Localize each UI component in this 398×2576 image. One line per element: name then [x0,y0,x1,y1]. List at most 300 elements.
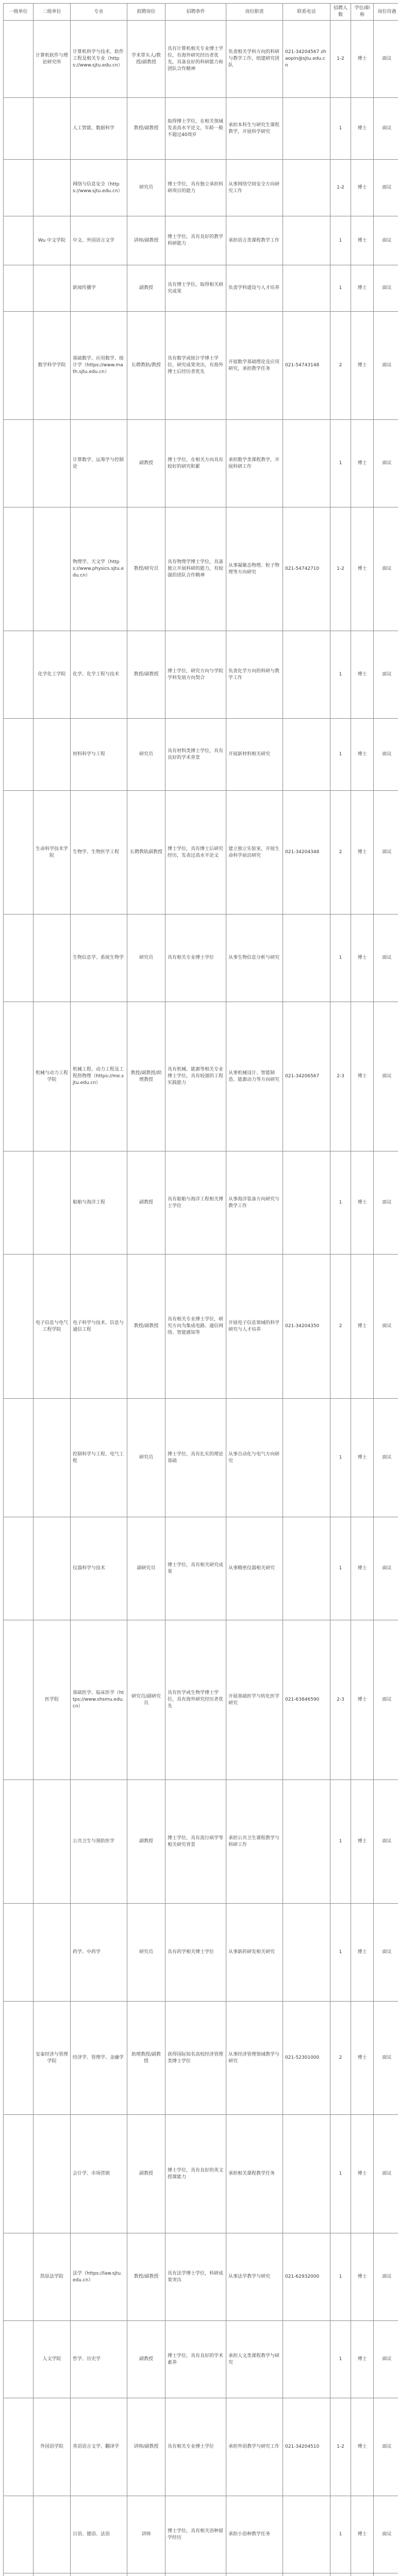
cell-unit2 [34,2573,71,2576]
cell-pay: 面议 [374,1399,398,1517]
cell-degree: 博士 [351,1904,374,2002]
cell-unit1 [4,2115,34,2233]
cell-major: 基础医学、临床医学（https://www.shsmu.edu.cn） [71,1620,127,1780]
cell-major: 药学、中药学 [71,1904,127,2002]
cell-phone [283,265,330,312]
cell-pay: 面议 [374,631,398,719]
cell-duty: 承担人文类课程教学与研究 [226,2321,283,2398]
cell-unit1 [4,1002,34,1151]
cell-major: 基础数学、应用数学、统计学（https://www.math.sjtu.edu.cn） [71,312,127,420]
cell-unit1 [4,2496,34,2573]
cell-major: 新闻传播学 [71,265,127,312]
cell-unit2: 化学化工学院 [34,631,71,719]
cell-phone [283,719,330,791]
cell-duty: 从事精密仪器相关研究 [226,1517,283,1620]
cell-duty: 承担本科生与研究生课程教学，开展科学研究 [226,98,283,160]
table-row [4,216,398,265]
cell-post: 教授/副教授 [127,98,165,160]
cell-degree: 博士 [351,914,374,1002]
cell-duty: 从事新药研发相关研究 [226,1904,283,2002]
table-row [4,2115,398,2233]
cell-major: 英语语言文学、翻译学 [71,2398,127,2496]
cell-degree: 博士 [351,98,374,160]
cell-major: 经济学、管理学、金融学 [71,2002,127,2115]
cell-num: 1 [330,1517,351,1620]
cell-unit1 [4,2321,34,2398]
cell-pay: 面议 [374,1620,398,1780]
table-body [4,21,398,2576]
cell-unit1 [4,2398,34,2496]
cell-num: 1 [330,631,351,719]
cell-degree: 博士 [351,1002,374,1151]
header-cell: 二级单位 [34,4,71,21]
table-row [4,21,398,98]
cell-pay: 面议 [374,1517,398,1620]
cell-major: 计算数学、运筹学与控制论 [71,420,127,507]
cell-major: 公共卫生与预防医学 [71,1780,127,1904]
cell-req: 具有药学相关博士学位 [165,1904,226,2002]
cell-major: 人工智能、数据科学 [71,98,127,160]
cell-unit1 [4,265,34,312]
cell-degree: 博士 [351,1620,374,1780]
cell-pay: 面议 [374,420,398,507]
cell-phone [283,98,330,160]
cell-unit2 [34,507,71,631]
cell-unit2 [34,1904,71,2002]
table-row [4,507,398,631]
cell-degree: 博士 [351,1517,374,1620]
cell-major: 网络与信息安全（https://www.sjtu.edu.cn） [71,160,127,216]
cell-post: 研究员 [127,719,165,791]
cell-unit1 [4,631,34,719]
cell-unit1 [4,2233,34,2321]
cell-phone [283,1151,330,1255]
header-cell: 学位/职称 [351,4,374,21]
cell-req: 具有材料类博士学位，具有良好的学术背景 [165,719,226,791]
cell-post: 学术带头人/教授/副教授 [127,21,165,98]
cell-major: 日语、德语、法语 [71,2496,127,2573]
recruitment-table-sheet [3,3,395,2576]
cell-unit1 [4,1255,34,1399]
cell-pay: 面议 [374,2233,398,2321]
cell-unit1 [4,507,34,631]
cell-unit1 [4,216,34,265]
cell-unit1 [4,160,34,216]
cell-phone [283,216,330,265]
cell-num: 1 [330,2321,351,2398]
cell-unit1 [4,2573,34,2576]
cell-num: 1 [330,1151,351,1255]
cell-unit1 [4,914,34,1002]
cell-unit1 [4,312,34,420]
cell-unit1 [4,719,34,791]
cell-num: 1 [330,2233,351,2321]
cell-pay: 面议 [374,21,398,98]
cell-phone: 021-62932000 [283,2233,330,2321]
cell-degree: 博士 [351,420,374,507]
cell-pay: 面议 [374,216,398,265]
cell-duty: 从事生物信息分析与研究 [226,914,283,1002]
cell-phone: 021-34204348 [283,791,330,914]
cell-degree: 博士 [351,1255,374,1399]
cell-unit2: 凯原法学院 [34,2233,71,2321]
table-row [4,631,398,719]
cell-num: 1 [330,420,351,507]
cell-degree: 博士 [351,312,374,420]
cell-post: 研究员/副研究员 [127,1620,165,1780]
cell-post: 研究员 [127,160,165,216]
cell-num: 1 [330,914,351,1002]
cell-post: 教授/副教授 [127,1255,165,1399]
cell-phone: 021-54743148 [283,312,330,420]
cell-duty: 承担语言类课程教学工作 [226,216,283,265]
cell-req: 具有医学或生物学博士学位，具有海外研究经历者优先 [165,1620,226,1780]
cell-degree: 博士 [351,791,374,914]
cell-major: 中文、外国语言文学 [71,216,127,265]
cell-unit2: 医学院 [34,1620,71,1780]
cell-unit2: 生命科学技术学院 [34,791,71,914]
cell-pay: 面议 [374,1780,398,1904]
cell-num: 1 [330,98,351,160]
cell-pay: 面议 [374,1255,398,1399]
cell-post: 研究员 [127,1904,165,2002]
cell-phone [283,1399,330,1517]
cell-unit1 [4,2002,34,2115]
cell-pay: 面议 [374,1151,398,1255]
cell-unit2: 计算机软件与理论研究所 [34,21,71,98]
cell-pay: 面议 [374,160,398,216]
cell-pay: 面议 [374,2398,398,2496]
cell-post: 教授/副教授/助理教授 [127,1002,165,1151]
cell-num: 1 [330,216,351,265]
cell-phone [283,420,330,507]
table-row [4,719,398,791]
table-row [4,160,398,216]
cell-duty: 从事凝聚态物理、粒子物理等方向研究 [226,507,283,631]
cell-duty: 从事海洋装备方向研究与教学工作 [226,1151,283,1255]
cell-degree: 博士 [351,1151,374,1255]
cell-phone: 021-63846590 [283,1620,330,1780]
cell-degree: 博士 [351,1399,374,1517]
cell-duty: 开展电子信息领域的科学研究与人才培养 [226,1255,283,1399]
cell-num: 1 [330,265,351,312]
header-cell: 招聘条件 [165,4,226,21]
cell-major: 哲学、历史学 [71,2321,127,2398]
cell-pay: 面议 [374,1002,398,1151]
cell-req: 取得博士学位，在相关领域发表高水平论文，年龄一般不超过40周岁 [165,98,226,160]
cell-pay: 面议 [374,2115,398,2233]
cell-major: 材料科学与工程 [71,719,127,791]
cell-post: 研究员 [127,914,165,1002]
cell-duty: 负责相关学科方向的科研与教学工作，组建研究团队 [226,21,283,98]
cell-unit2: Wu 中文学院 [34,216,71,265]
cell-phone: 021-52301000 [283,2002,330,2115]
cell-num: 2-3 [330,1620,351,1780]
cell-post: 副教授 [127,420,165,507]
cell-req: 具有博士学位，取得相关研究成果 [165,265,226,312]
cell-unit2 [34,420,71,507]
table-row [4,98,398,160]
cell-degree: 博士 [351,21,374,98]
cell-pay: 面议 [374,507,398,631]
cell-num: 1-2 [330,2398,351,2496]
header-cell: 专业 [71,4,127,21]
table-row [4,1517,398,1620]
cell-unit1 [4,791,34,914]
cell-pay: 面议 [374,719,398,791]
cell-duty: 开展基础医学与转化医学研究 [226,1620,283,1780]
cell-degree: 博士 [351,2002,374,2115]
cell-num: 1 [330,1780,351,1904]
table-row [4,1904,398,2002]
cell-post: 副教授 [127,1780,165,1904]
cell-unit2 [34,914,71,1002]
cell-req: 博士学位，具有良好的学术素养 [165,2321,226,2398]
cell-req: 博士学位，研究方向与学院学科发展方向契合 [165,631,226,719]
cell-phone [283,2115,330,2233]
cell-major: 机械工程、动力工程及工程热物理（https://me.sjtu.edu.cn） [71,1002,127,1151]
cell-pay: 面议 [374,914,398,1002]
cell-post: 讲师/副教授 [127,216,165,265]
cell-degree: 博士 [351,2496,374,2573]
cell-degree: 博士 [351,216,374,265]
cell-post: 研究员 [127,1399,165,1517]
cell-num: 2 [330,312,351,420]
cell-degree [351,2573,374,2576]
cell-degree: 博士 [351,2321,374,2398]
cell-phone: 021-34204510 [283,2398,330,2496]
cell-num: 1 [330,1904,351,2002]
cell-duty: 负责学科建设与人才培养 [226,265,283,312]
cell-unit1 [4,1517,34,1620]
cell-duty: 开展数学基础理论及应用研究，承担教学任务 [226,312,283,420]
table-header-row [4,4,398,21]
cell-duty: 承担数学类课程教学，开展科研工作 [226,420,283,507]
cell-major: 生物信息学、系统生物学 [71,914,127,1002]
cell-phone [283,1517,330,1620]
cell-degree: 博士 [351,631,374,719]
cell-req: 博士学位，具有相关语种留学经历 [165,2496,226,2573]
table-row [4,1399,398,1517]
header-cell: 联系电话 [283,4,330,21]
cell-unit2 [34,1151,71,1255]
cell-num: 1 [330,719,351,791]
table-row [4,265,398,312]
cell-post: 讲师/副教授 [127,2398,165,2496]
cell-major: 船舶与海洋工程 [71,1151,127,1255]
cell-pay: 面议 [374,2002,398,2115]
cell-num: 1-2 [330,507,351,631]
cell-degree: 博士 [351,160,374,216]
cell-duty: 承担外语教学与研究工作 [226,2398,283,2496]
cell-degree: 博士 [351,2398,374,2496]
cell-num: 1-2 [330,21,351,98]
cell-degree: 博士 [351,1780,374,1904]
cell-pay: 面议 [374,791,398,914]
cell-num: 2 [330,791,351,914]
cell-req: 具有物理学博士学位，具备独立开展科研的能力，有较强的团队合作精神 [165,507,226,631]
cell-degree: 博士 [351,2115,374,2233]
cell-req: 博士学位，具有独立承担科研项目的能力 [165,160,226,216]
cell-major: 物理学、天文学（https://www.physics.sjtu.edu.cn） [71,507,127,631]
cell-duty: 负责化学方向的科研与教学工作 [226,631,283,719]
cell-unit2: 数学科学学院 [34,312,71,420]
table-row [4,914,398,1002]
cell-unit2: 外国语学院 [34,2398,71,2496]
cell-req: 博士学位，具有博士后研究经历，发表过高水平论文 [165,791,226,914]
cell-unit2 [34,1780,71,1904]
cell-pay: 面议 [374,2321,398,2398]
table-row [4,791,398,914]
cell-degree: 博士 [351,265,374,312]
cell-num [330,2573,351,2576]
cell-unit2 [34,2496,71,2573]
header-cell: 岗位待遇 [374,4,398,21]
cell-post [127,2573,165,2576]
cell-unit1 [4,1620,34,1780]
cell-duty: 承担公共卫生课程教学与科研工作 [226,1780,283,1904]
cell-unit2: 人文学院 [34,2321,71,2398]
cell-req: 博士学位，具有良好的英文授课能力 [165,2115,226,2233]
cell-pay: 面议 [374,2496,398,2573]
cell-unit1 [4,420,34,507]
table-row [4,1002,398,1151]
cell-unit1 [4,1780,34,1904]
cell-degree: 博士 [351,2233,374,2321]
cell-post: 助理教授/副教授 [127,2002,165,2115]
cell-post: 副教授 [127,2321,165,2398]
table-row [4,312,398,420]
cell-major: 计算机科学与技术、软件工程及相关专业（https://www.sjtu.edu.cn） [71,21,127,98]
cell-num: 1 [330,2115,351,2233]
cell-req: 具有机械、能源等相关专业博士学位，具有较强的工程实践能力 [165,1002,226,1151]
cell-req: 具有法学博士学位，科研成果突出 [165,2233,226,2321]
cell-major [71,2573,127,2576]
cell-post: 长聘教轨/教授 [127,312,165,420]
cell-major: 化学、化学工程与技术 [71,631,127,719]
cell-duty: 开展新材料相关研究 [226,719,283,791]
table-row [4,420,398,507]
cell-post: 教授/研究员 [127,507,165,631]
cell-unit2 [34,1399,71,1517]
table-row [4,2233,398,2321]
cell-phone [283,2496,330,2573]
cell-post: 副教授 [127,265,165,312]
header-cell: 拟聘岗位 [127,4,165,21]
table-row [4,2496,398,2573]
cell-major: 生物学、生物医学工程 [71,791,127,914]
cell-req: 具有相关专业博士学位 [165,2398,226,2496]
cell-unit1 [4,1904,34,2002]
cell-unit2 [34,98,71,160]
recruitment-table [3,3,398,2576]
cell-req: 具有船舶与海洋工程相关博士学位 [165,1151,226,1255]
cell-num: 1 [330,2496,351,2573]
table-row [4,1780,398,1904]
cell-post: 副教授 [127,1151,165,1255]
cell-pay: 面议 [374,1904,398,2002]
cell-duty: 承担小语种教学任务 [226,2496,283,2573]
cell-phone [283,1780,330,1904]
table-row [4,1620,398,1780]
cell-duty: 从事机械设计、智能制造、能源动力等方向研究 [226,1002,283,1151]
cell-num: 2-3 [330,1002,351,1151]
cell-pay: 面议 [374,98,398,160]
cell-num: 1 [330,1399,351,1517]
cell-duty: 从事自动化与电气方向研究 [226,1399,283,1517]
cell-req: 博士学位，具有扎实的理论基础 [165,1399,226,1517]
cell-duty: 建立独立实验室，开展生命科学前沿研究 [226,791,283,914]
cell-phone: 021-34206567 [283,1002,330,1151]
cell-unit2: 机械与动力工程学院 [34,1002,71,1151]
cell-major: 会计学、市场营销 [71,2115,127,2233]
header-cell: 招聘人数 [330,4,351,21]
cell-unit2 [34,160,71,216]
cell-req: 具有计算机相关专业博士学位，有海外研究经历者优先，具备良好的科研能力和团队合作精神 [165,21,226,98]
table-row [4,2573,398,2576]
cell-req: 获得国际知名高校经济管理类博士学位 [165,2002,226,2115]
cell-duty: 从事经济管理领域教学与研究 [226,2002,283,2115]
cell-unit2: 电子信息与电气工程学院 [34,1255,71,1399]
cell-post: 副教授 [127,2115,165,2233]
cell-degree: 博士 [351,507,374,631]
cell-major: 电子科学与技术、信息与通信工程 [71,1255,127,1399]
cell-req: 博士学位，具有相关研究成果 [165,1517,226,1620]
table-row [4,1255,398,1399]
cell-unit1 [4,98,34,160]
cell-req: 博士学位，在相关方向具有较好的研究积累 [165,420,226,507]
cell-phone: 021-34204350 [283,1255,330,1399]
cell-unit2 [34,1517,71,1620]
cell-unit2 [34,2115,71,2233]
table-row [4,2002,398,2115]
cell-unit2: 安泰经济与管理学院 [34,2002,71,2115]
cell-phone [283,2573,330,2576]
cell-num: 2 [330,2002,351,2115]
cell-post: 讲师 [127,2496,165,2573]
cell-major: 仪器科学与技术 [71,1517,127,1620]
cell-pay: 面议 [374,265,398,312]
cell-major: 法学（https://law.sjtu.edu.cn） [71,2233,127,2321]
cell-req: 具有相关专业博士学位 [165,914,226,1002]
cell-phone [283,1904,330,2002]
cell-major: 控制科学与工程、电气工程 [71,1399,127,1517]
cell-phone [283,160,330,216]
cell-post: 长聘教轨副教授 [127,791,165,914]
cell-unit2 [34,265,71,312]
cell-unit2 [34,719,71,791]
cell-req: 博士学位，具有流行病学等相关研究背景 [165,1780,226,1904]
cell-phone: 021-54742710 [283,507,330,631]
cell-duty: 从事法学教学与研究 [226,2233,283,2321]
cell-req [165,2573,226,2576]
cell-req: 具有相关专业博士学位，研究方向为集成电路、通信网络、智能感知等 [165,1255,226,1399]
header-cell: 一级单位 [4,4,34,21]
cell-phone [283,914,330,1002]
cell-unit1 [4,1399,34,1517]
cell-post: 副研究员 [127,1517,165,1620]
cell-phone: 021-34204567 zhaopin@sjtu.edu.cn [283,21,330,98]
cell-num: 2 [330,1255,351,1399]
cell-req: 具有数学或统计学博士学位，研究成果突出，有海外博士后经历者优先 [165,312,226,420]
cell-duty: 从事网络空间安全方向研究工作 [226,160,283,216]
cell-req: 博士学位，具有良好的教学科研能力 [165,216,226,265]
cell-post: 教授/副教授 [127,2233,165,2321]
cell-duty [226,2573,283,2576]
cell-pay: 面议 [374,312,398,420]
table-row [4,2398,398,2496]
table-row [4,1151,398,1255]
